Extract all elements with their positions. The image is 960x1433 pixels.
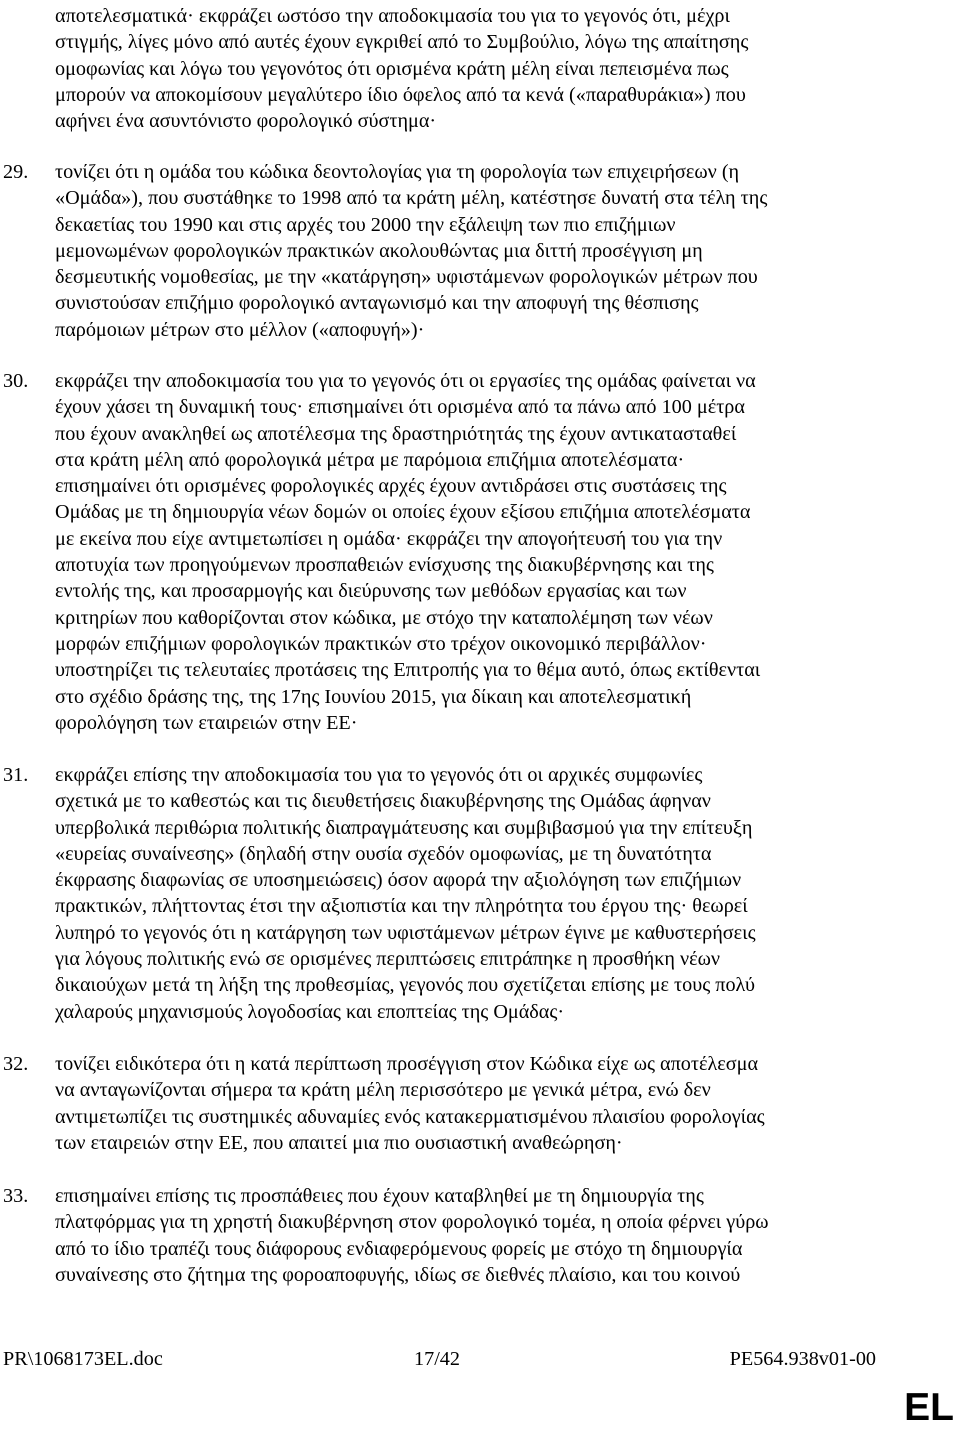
- text-line: που έχουν ανακληθεί ως αποτέλεσμα της δραστηριότητάς της έχουν αντικατασταθεί: [55, 422, 737, 445]
- paragraph-number: 32.: [3, 1053, 29, 1075]
- text-line: μπορούν να αποκομίσουν μεγαλύτερο ίδιο όφελος από τα κενά («παραθυράκια») που: [55, 83, 746, 106]
- text-line: κριτηρίων που καθορίζονται στον κώδικα, με στόχο την καταπολέμηση των νέων: [55, 606, 713, 629]
- text-line: ομοφωνίας και λόγω του γεγονότος ότι ορισμένα κράτη μέλη είναι πεπεισμένα πως: [55, 57, 729, 80]
- paragraph-text: [55, 368, 925, 736]
- text-line: αντιμετωπίζει τις συστημικές αδυναμίες ενός κατακερματισμένου πλαισίου φορολογίας: [55, 1105, 765, 1128]
- paragraph-text: [55, 1183, 925, 1288]
- text-line: μεμονωμένων φορολογικών πρακτικών ακολουθώντας μια διττή προσέγγιση μη: [55, 239, 703, 262]
- text-line: να ανταγωνίζονται σήμερα τα κράτη μέλη περισσότερο με γενικά μέτρα, ενώ δεν: [55, 1079, 711, 1102]
- text-line: αποτυχία των προηγούμενων προσπαθειών ενίσχυσης της διακυβέρνησης και της: [55, 554, 714, 577]
- text-line: έκφρασης διαφωνίας σε υποσημειώσεις) όσον αφορά την αξιολόγηση των επιζήμιων: [55, 869, 742, 892]
- paragraph-number: 30.: [3, 370, 29, 392]
- text-line: παρόμοιων μέτρων στο μέλλον («αποφυγή»)·: [55, 318, 425, 341]
- page-number: 17/42: [414, 1348, 460, 1370]
- paragraph-text: [55, 1051, 925, 1156]
- text-line: επισημαίνει επίσης τις προσπάθειες που έχουν καταβληθεί με τη δημιουργία της: [55, 1185, 704, 1207]
- text-line: συναίνεσης στο ζήτημα της φοροαποφυγής, ιδίως σε διεθνές πλαίσιο, και του κοινού: [55, 1263, 741, 1286]
- text-line: «Ομάδα»), που συστάθηκε το 1998 από τα κράτη μέλη, κατέστησε δυνατή στα τέλη της: [55, 187, 768, 210]
- text-line: σχετικά με το καθεστώς και τις διευθετήσεις διακυβέρνησης της Ομάδας άφηναν: [55, 790, 711, 813]
- text-line: συνιστούσαν επιζήμιο φορολογικό ανταγωνισμό και την αποφυγή της θέσπισης: [55, 292, 699, 315]
- paragraph-text: [55, 762, 925, 1025]
- text-line: υποστηρίζει τις τελευταίες προτάσεις της Επιτροπής για το θέμα αυτό, όπως εκτίθενται: [55, 659, 761, 682]
- text-line: δεσμευτικής νομοθεσίας, με την «κατάργηση» υφιστάμενων φορολογικών μέτρων που: [55, 266, 758, 289]
- text-line: δεκαετίας του 1990 και στις αρχές του 2000 την εξάλειψη των πιο επιζήμιων: [55, 213, 676, 236]
- text-line: εντολής της, και προσαρμογής και διεύρυνσης των μεθόδων εργασίας και των: [55, 580, 687, 603]
- text-line: μορφών επιζήμιων φορολογικών πρακτικών στο τρέχον οικονομικό περιβάλλον·: [55, 632, 707, 655]
- text-line: Ομάδας με τη δημιουργία νέων δομών οι οποίες έχουν εξίσου επιζήμια αποτελέσματα: [55, 501, 751, 524]
- text-line: επισημαίνει ότι ορισμένες φορολογικές αρχές έχουν αντιδράσει στις συστάσεις της: [55, 475, 727, 498]
- text-line: των εταιρειών στην ΕΕ, που απαιτεί μια πιο ουσιαστική αναθεώρηση·: [55, 1131, 623, 1154]
- text-line: δικαιούχων μετά τη λήξη της προθεσμίας, γεγονός που σχετίζεται επίσης με τους πολύ: [55, 974, 755, 997]
- text-line: από το ίδιο τραπέζι τους διάφορους ενδιαφερόμενους φορείς με στόχο τη δημιουργία: [55, 1237, 743, 1260]
- text-line: έχουν χάσει τη δυναμική τους· επισημαίνει ότι ορισμένα από τα πάνω από 100 μέτρα: [55, 396, 745, 419]
- text-line: πρακτικών, πλήττοντας έτσι την αξιοπιστία και την πληρότητα του έργου της· θεωρεί: [55, 895, 748, 918]
- document-reference: PR\1068173EL.doc: [3, 1348, 163, 1370]
- text-line: αποτελεσματικά· εκφράζει ωστόσο την αποδοκιμασία του για το γεγονός ότι, μέχρι: [55, 5, 730, 27]
- text-line: λυπηρό το γεγονός ότι η κατάργηση των υφιστάμενων μέτρων έγινε με καθυστερήσεις: [55, 921, 756, 944]
- text-line: εκφράζει επίσης την αποδοκιμασία του για το γεγονός ότι οι αρχικές συμφωνίες: [55, 764, 703, 786]
- text-line: φορολόγηση των εταιρειών στην ΕΕ·: [55, 711, 358, 734]
- text-line: υπερβολικά περιθώρια πολιτικής διαπραγμάτευσης και συμβιβασμού για την επίτευξη: [55, 816, 753, 839]
- language-tag: EL: [904, 1386, 954, 1429]
- text-line: τονίζει ότι η ομάδα του κώδικα δεοντολογίας για τη φορολογία των επιχειρήσεων (η: [55, 161, 740, 183]
- text-line: στα κράτη μέλη από φορολογικά μέτρα με παρόμοια επιζήμια αποτελέσματα·: [55, 448, 685, 471]
- paragraph-number: 29.: [3, 161, 29, 183]
- text-line: εκφράζει την αποδοκιμασία του για το γεγονός ότι οι εργασίες της ομάδας φαίνεται να: [55, 370, 756, 392]
- text-line: για λόγους πολιτικής ενώ σε ορισμένες περιπτώσεις επιτράπηκε η προσθήκη νέων: [55, 948, 721, 971]
- text-line: αφήνει ένα ασυντόνιστο φορολογικό σύστημα·: [55, 110, 437, 133]
- intro-paragraph: [55, 3, 925, 134]
- paragraph-number: 33.: [3, 1185, 29, 1207]
- text-line: χαλαρούς μηχανισμούς λογοδοσίας και εποπτείας της Ομάδας·: [55, 1000, 565, 1023]
- page-footer: [0, 1346, 960, 1376]
- text-line: με εκείνα που είχε αντιμετωπίσει η ομάδα· εκφράζει την απογοήτευσή του για την: [55, 527, 723, 550]
- paragraph-text: [55, 159, 925, 343]
- text-line: τονίζει ειδικότερα ότι η κατά περίπτωση προσέγγιση στον Κώδικα είχε ως αποτέλεσμα: [55, 1053, 759, 1075]
- text-line: πλατφόρμας για τη χρηστή διακυβέρνηση στον φορολογικό τομέα, η οποία φέρνει γύρω: [55, 1211, 769, 1234]
- text-line: στιγμής, λίγες μόνο από αυτές έχουν εγκριθεί από το Συμβούλιο, λόγω της απαίτησης: [55, 31, 749, 54]
- text-line: «ευρείας συναίνεσης» (δηλαδή στην ουσία σχεδόν ομοφωνίας, με τη δυνατότητα: [55, 842, 712, 865]
- document-version: PE564.938v01-00: [729, 1348, 876, 1370]
- paragraph-number: 31.: [3, 764, 29, 786]
- text-line: στο σχέδιο δράσης της, της 17ης Ιουνίου 2015, για δίκαιη και αποτελεσματική: [55, 685, 692, 708]
